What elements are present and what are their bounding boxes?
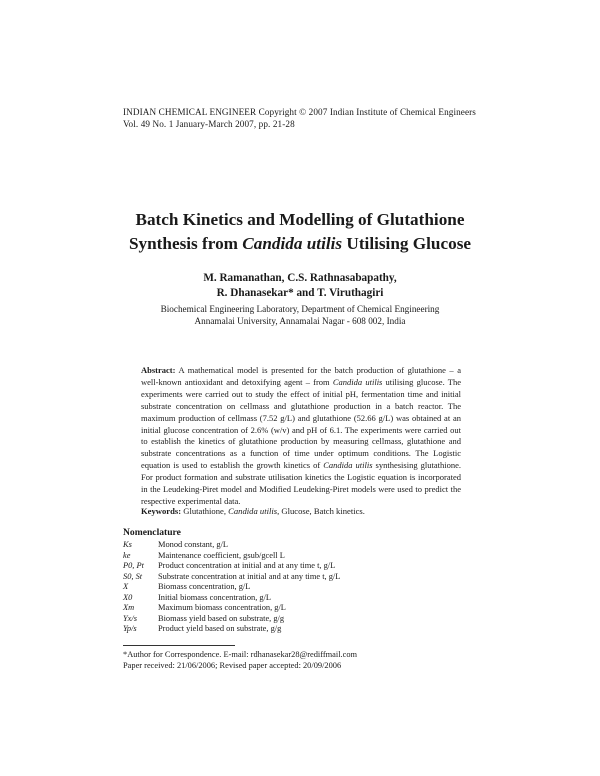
nomenclature-definition: Maximum biomass concentration, g/L	[158, 603, 286, 613]
nomenclature-symbol: Yx/s	[123, 613, 137, 623]
nomenclature-row	[123, 614, 340, 625]
keywords-pre: Glutathione,	[181, 506, 229, 516]
nomenclature-row	[123, 624, 340, 635]
nomenclature-symbol: Xm	[123, 603, 135, 613]
nomenclature-row	[123, 603, 340, 614]
nomenclature-definition: Substrate concentration at initial and at any time t, g/L	[158, 571, 341, 581]
keywords	[141, 505, 461, 517]
journal-line-2: Vol. 49 No. 1 January-March 2007, pp. 21-28	[123, 119, 295, 129]
paper-title	[80, 208, 520, 256]
nomenclature-symbol: Yp/s	[123, 624, 137, 634]
nomenclature-row	[123, 593, 340, 604]
footnote-divider	[123, 645, 235, 646]
keywords-post: , Glucose, Batch kinetics.	[277, 506, 365, 516]
nomenclature-definition: Biomass concentration, g/L	[158, 582, 251, 592]
abstract-text-1: A mathematical model is presented for the batch production of glutathione – a well-known antioxidant and detoxifying agent – from	[141, 365, 461, 387]
affiliation-line-1: Biochemical Engineering Laboratory, Department of Chemical Engineering	[160, 304, 440, 314]
author-list	[80, 271, 520, 301]
affiliation	[80, 303, 520, 327]
nomenclature-definition: Maintenance coefficient, gsub/gcell L	[158, 550, 285, 560]
abstract-text-2: utilising glucose. The experiments were carried out to study the effect of initial pH, fermentation time and initial substrate concentration on cellmass and glutathione production in a batch reactor. The maximum production of cellmass (7.52 g/L) and glutathione (52.66 g/L) was obtained at an initial glucose concentration of 2.6% (w/v) and pH of 6.1. The experiments were carried out to establish the kinetics of glutathione production by measuring cellmass, glutathione and substrate concentrations as a function of time under optimum conditions. The Logistic equation is used to establish the growth kinetics of	[141, 376, 461, 471]
nomenclature-symbol: S0, St	[123, 571, 143, 581]
title-organism: Candida utilis	[242, 234, 343, 253]
nomenclature-symbol: P0, Pt	[123, 561, 144, 571]
nomenclature-definition: Biomass yield based on substrate, g/g	[158, 613, 285, 623]
authors-line-2: R. Dhanasekar* and T. Viruthagiri	[216, 287, 384, 299]
submission-dates: Paper received: 21/06/2006; Revised paper accepted: 20/09/2006	[123, 661, 342, 670]
nomenclature-heading: Nomenclature	[123, 527, 181, 538]
footnote	[123, 649, 357, 671]
abstract	[141, 365, 461, 508]
title-line-2	[80, 232, 520, 256]
affiliation-line-2: Annamalai University, Annamalai Nagar - 608 002, India	[194, 316, 406, 326]
nomenclature-definition: Product yield based on substrate, g/g	[158, 624, 282, 634]
correspondence-note: *Author for Correspondence. E-mail: rdhanasekar28@rediffmail.com	[123, 650, 358, 659]
nomenclature-list	[123, 540, 340, 635]
keywords-label: Keywords:	[141, 506, 182, 516]
nomenclature-symbol: Ks	[123, 540, 132, 549]
nomenclature-definition: Product concentration at initial and at any time t, g/L	[158, 561, 336, 571]
title-line-2-post: Utilising Glucose	[342, 234, 472, 253]
title-line-1: Batch Kinetics and Modelling of Glutathione	[135, 210, 465, 229]
abstract-text-3: synthesising glutathione. For product formation and substrate utilisation kinetics the Logistic equation is incorporated in the Leudeking-Piret model and Modified Leudeking-Piret models were used to predict the respective experimental data.	[141, 460, 461, 506]
nomenclature-symbol: X	[123, 582, 129, 592]
journal-line-1: INDIAN CHEMICAL ENGINEER Copyright © 2007 Indian Institute of Chemical Engineers	[123, 107, 476, 117]
nomenclature-definition: Monod constant, g/L	[158, 540, 229, 549]
nomenclature-row	[123, 572, 340, 583]
nomenclature-row	[123, 582, 340, 593]
abstract-organism-2: Candida utilis	[323, 460, 373, 471]
nomenclature-row	[123, 540, 340, 551]
nomenclature-symbol: X0	[123, 592, 133, 602]
abstract-organism-1: Candida utilis	[332, 376, 383, 387]
keywords-organism: Candida utilis	[228, 506, 278, 516]
nomenclature-row	[123, 561, 340, 572]
abstract-label: Abstract:	[141, 365, 176, 375]
nomenclature-symbol: ke	[123, 550, 131, 560]
journal-header	[123, 106, 476, 130]
title-line-2-pre: Synthesis from	[128, 234, 243, 253]
nomenclature-row	[123, 551, 340, 562]
authors-line-1: M. Ramanathan, C.S. Rathnasabapathy,	[203, 272, 397, 284]
nomenclature-definition: Initial biomass concentration, g/L	[158, 592, 272, 602]
